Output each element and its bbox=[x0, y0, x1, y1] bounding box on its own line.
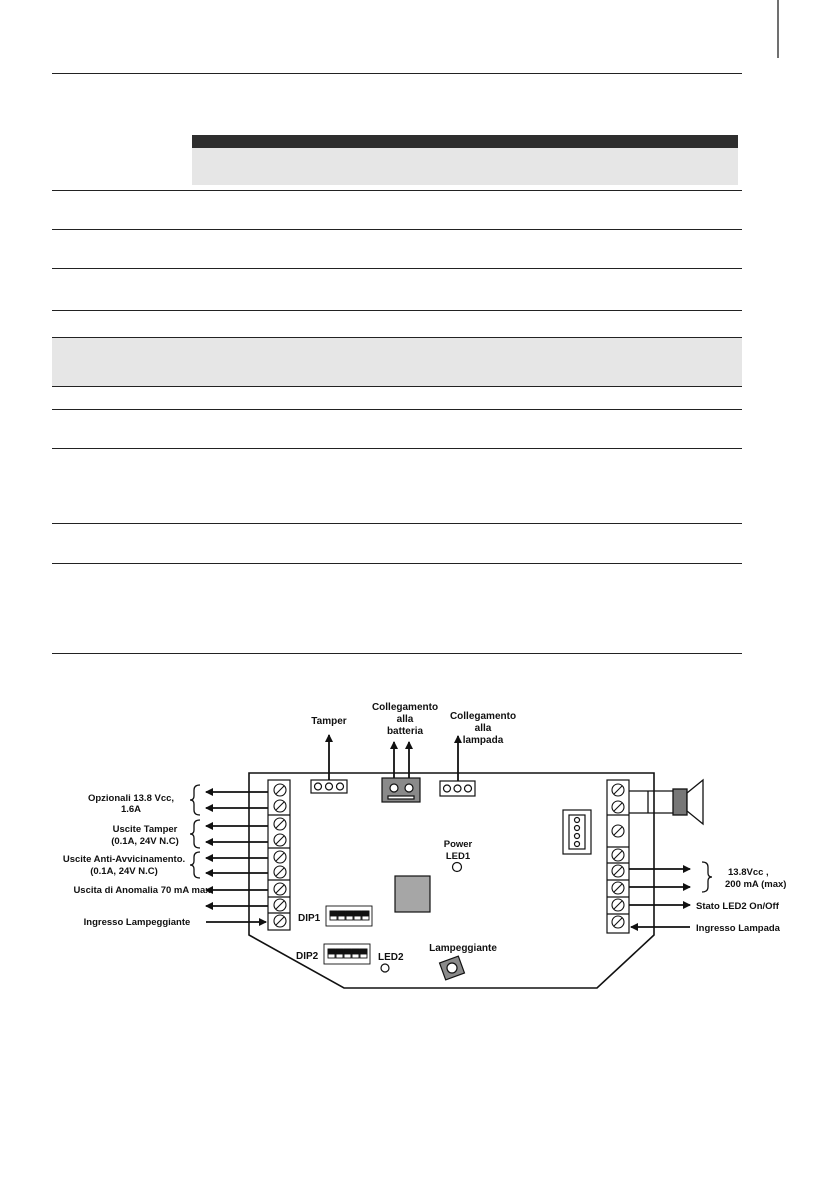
brace bbox=[190, 820, 200, 848]
anti-approach-label: (0.1A, 24V N.C) bbox=[90, 866, 158, 877]
screw-icon bbox=[274, 784, 286, 927]
anomaly-output-label: Uscita di Anomalia 70 mA max bbox=[73, 885, 211, 896]
brace bbox=[190, 852, 200, 878]
led2-icon bbox=[381, 964, 389, 972]
lamp-connector-label: Collegamento bbox=[449, 711, 517, 722]
dip2-label: DIP2 bbox=[296, 951, 319, 962]
power-led-label: Power bbox=[443, 839, 473, 850]
lamp-connector bbox=[440, 781, 475, 796]
power-output-label: 13.8Vcc , bbox=[728, 867, 769, 878]
flashing-input-label: Ingresso Lampeggiante bbox=[83, 917, 191, 928]
power-led-icon bbox=[453, 863, 462, 872]
dip1-switch bbox=[326, 906, 372, 926]
chip bbox=[395, 876, 430, 912]
tamper-output-label: Uscite Tamper bbox=[112, 824, 178, 835]
screw-icon bbox=[612, 784, 624, 928]
pin-header bbox=[563, 810, 591, 854]
lamp-connector-label: lampada bbox=[462, 735, 504, 746]
tamper-output-label: (0.1A, 24V N.C) bbox=[111, 836, 179, 847]
dip1-label: DIP1 bbox=[298, 913, 321, 924]
lamp-input-label: Ingresso Lampada bbox=[696, 923, 780, 934]
brace bbox=[190, 785, 200, 815]
battery-label: batteria bbox=[386, 726, 424, 737]
led2-state-label: Stato LED2 On/Off bbox=[696, 901, 779, 912]
optional-output-label: Opzionali 13.8 Vcc, bbox=[87, 793, 175, 804]
optional-output-label: 1.6A bbox=[120, 804, 142, 815]
battery-label: Collegamento bbox=[371, 702, 439, 713]
brace bbox=[702, 862, 712, 892]
power-led-label: LED1 bbox=[445, 851, 471, 862]
battery-connector bbox=[382, 778, 420, 802]
tamper-connector bbox=[311, 780, 347, 793]
power-output-label: 200 mA (max) bbox=[725, 879, 787, 890]
anti-approach-label: Uscite Anti-Avvicinamento. bbox=[62, 854, 186, 865]
lamp-connector-label: alla bbox=[474, 723, 492, 734]
flashing-label: Lampeggiante bbox=[429, 943, 497, 954]
led2-label: LED2 bbox=[378, 952, 404, 963]
dip2-switch bbox=[324, 944, 370, 964]
tamper-label: Tamper bbox=[311, 716, 347, 727]
battery-label: alla bbox=[396, 714, 414, 725]
